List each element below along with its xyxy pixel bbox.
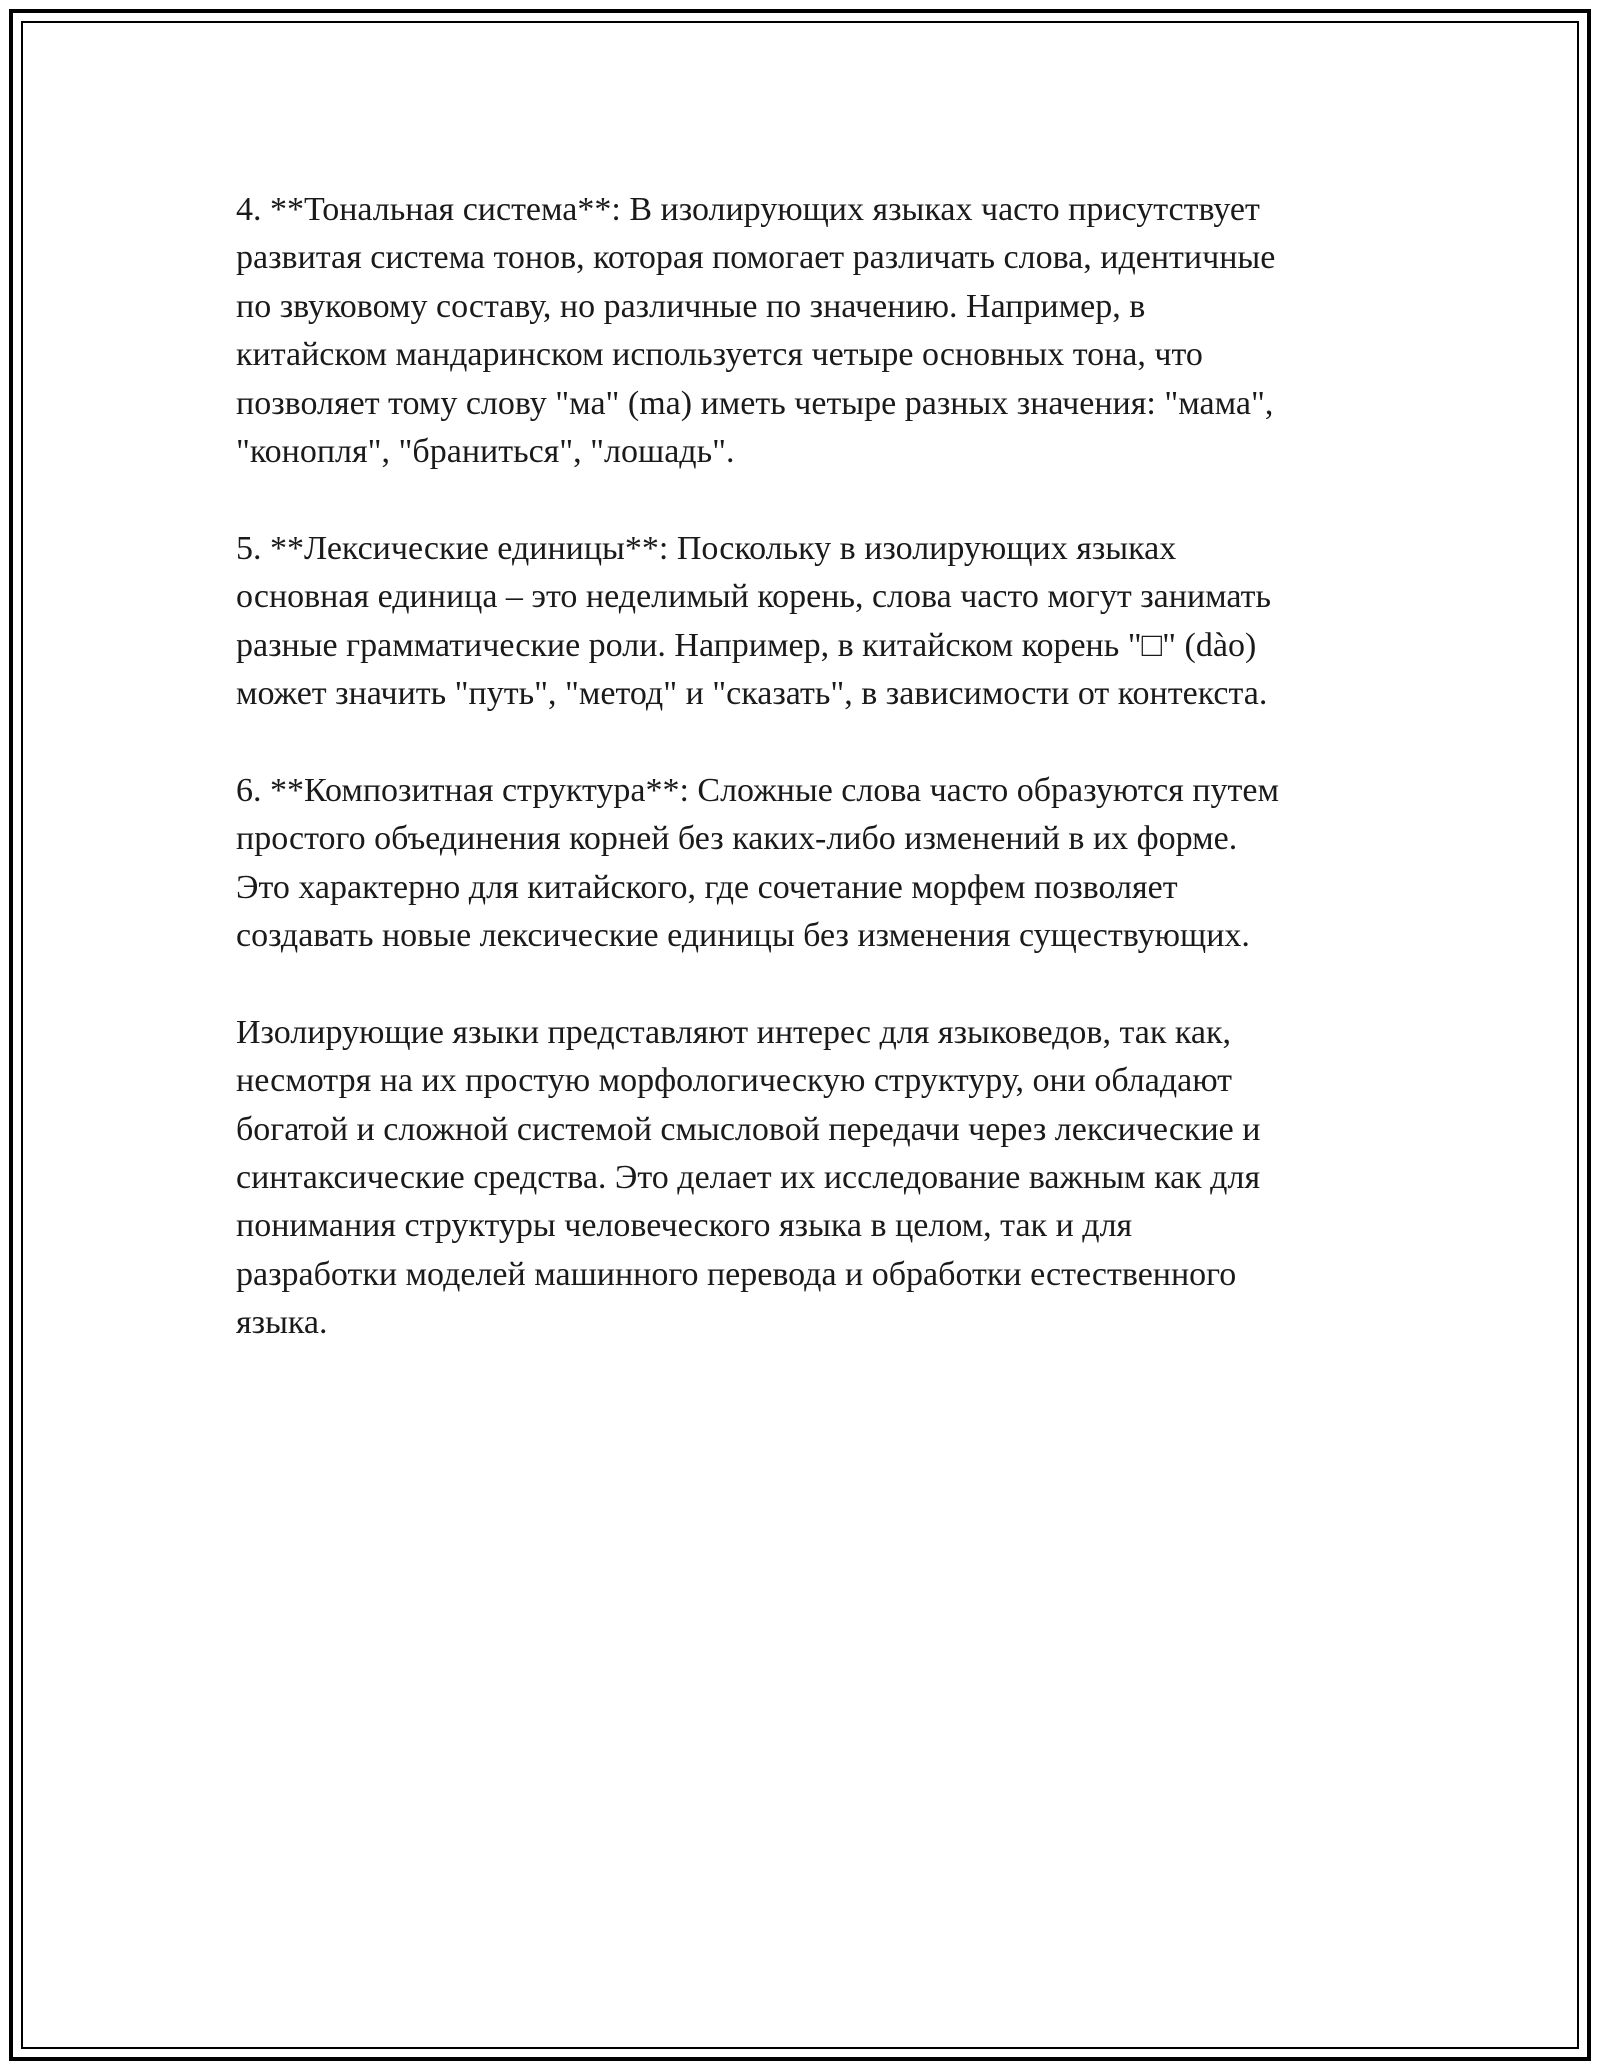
paragraph-lexical-units: 5. **Лексические единицы**: Поскольку в изолирующих языках основная единица – это неделимый корень, слова часто могут занимать разные грамматические роли. Например, в китайском корень "□" (dào) может значить "путь", "метод" и "сказать", в зависимости от контекста. — [236, 529, 1271, 713]
paragraph-conclusion: Изолирующие языки представляют интерес для языковедов, так как, несмотря на их простую морфологическую структуру, они обладают богатой и сложной системой смысловой передачи через лексические и синтаксические средства. Это делает их исследование важным как для понимания структуры человеческого языка в целом, так и для разработки моделей машинного перевода и обработки естественного языка. — [236, 1013, 1261, 1342]
document-body — [236, 186, 1396, 1348]
paragraph-composite-structure: 6. **Композитная структура**: Сложные слова часто образуются путем простого объединения корней без каких-либо изменений в их форме. Это характерно для китайского, где сочетание морфем позволяет создавать новые лексические единицы без изменения существующих. — [236, 771, 1279, 955]
paragraph-tonal-system: 4. **Тональная система**: В изолирующих языках часто присутствует развитая система тонов, которая помогает различать слова, идентичные по звуковому составу, но различные по значению. Например, в китайском мандаринском используется четыре основных тона, что позволяет тому слову "ма" (ma) иметь четыре разных значения: "мама", "конопля", "браниться", "лошадь". — [236, 191, 1276, 471]
